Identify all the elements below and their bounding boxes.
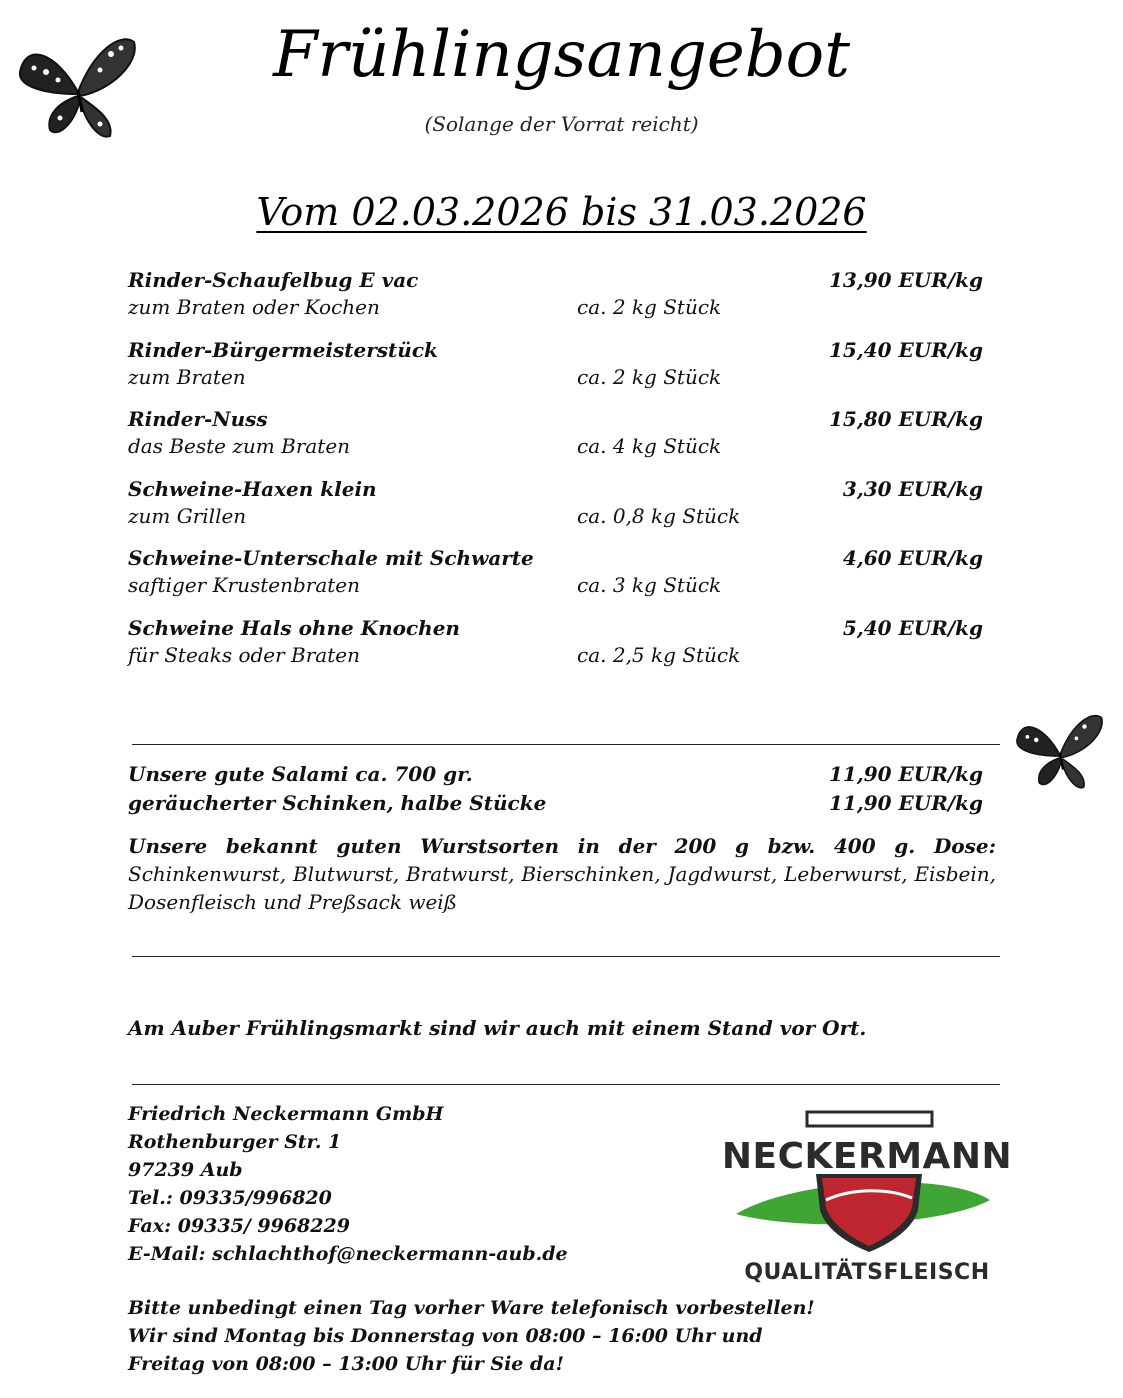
list-item [128, 477, 983, 547]
offer-size: ca. 2,5 kg Stück [577, 642, 741, 667]
offer-size: ca. 4 kg Stück [577, 434, 722, 458]
company-address [128, 1100, 568, 1268]
sausage-list: Schinkenwurst, Blutwurst, Bratwurst, Bierschinken, Jagdwurst, Leberwurst, Eisbein, Dosenfleisch und Preßsack weiß [128, 862, 996, 914]
logo-tagline: QUALITÄTSFLEISCH [744, 1260, 990, 1285]
offer-price: 13,90 EUR/kg [828, 268, 983, 292]
offer-price: 5,40 EUR/kg [842, 615, 983, 640]
divider [132, 956, 1000, 957]
extra-name: Unsere gute Salami ca. 700 gr. [128, 762, 473, 786]
brand-logo [712, 1108, 1022, 1288]
logo-wordmark: NECKERMANN [721, 1136, 1013, 1177]
offer-name: Schweine Hals ohne Knochen [128, 615, 460, 640]
offer-description: zum Braten oder Kochen [128, 295, 380, 319]
divider [132, 744, 1000, 745]
company-street: Rothenburger Str. 1 [128, 1131, 342, 1153]
offer-list [128, 268, 983, 685]
offer-name: Rinder-Schaufelbug E vac [128, 268, 419, 292]
offer-size: ca. 0,8 kg Stück [577, 503, 741, 528]
offer-name: Schweine-Unterschale mit Schwarte [128, 546, 534, 570]
extra-list [128, 762, 983, 820]
company-fax: Fax: 09335/ 9968229 [128, 1215, 350, 1237]
offer-description: für Steaks oder Braten [128, 642, 360, 667]
list-item [128, 616, 983, 686]
note-line: Bitte unbedingt einen Tag vorher Ware telefonisch vorbestellen! [128, 1297, 815, 1319]
offer-period-text: Vom 02.03.2026 bis 31.03.2026 [256, 190, 867, 234]
list-item [128, 546, 983, 616]
subtitle: (Solange der Vorrat reicht) [424, 112, 699, 136]
offer-price: 3,30 EUR/kg [842, 476, 983, 501]
extra-name: geräucherter Schinken, halbe Stücke [128, 791, 547, 815]
divider [132, 1084, 1000, 1085]
list-item [128, 407, 983, 477]
offer-name: Rinder-Bürgermeisterstück [128, 337, 438, 362]
offer-name: Schweine-Haxen klein [128, 476, 377, 501]
list-item [128, 791, 983, 820]
market-note: Am Auber Frühlingsmarkt sind wir auch mit einem Stand vor Ort. [128, 1016, 867, 1040]
offer-description: saftiger Krustenbraten [128, 573, 361, 597]
note-line: Freitag von 08:00 – 13:00 Uhr für Sie da! [128, 1353, 564, 1375]
sausage-lead: Unsere bekannt guten Wurstsorten in der 200 g bzw. 400 g. Dose: [128, 834, 996, 858]
offer-price: 4,60 EUR/kg [842, 546, 983, 570]
company-email: E-Mail: schlachthof@neckermann-aub.de [128, 1243, 568, 1265]
offer-size: ca. 2 kg Stück [577, 295, 722, 319]
note-line: Wir sind Montag bis Donnerstag von 08:00 – 16:00 Uhr und [128, 1325, 763, 1347]
list-item [128, 762, 983, 791]
offer-size: ca. 2 kg Stück [577, 364, 722, 389]
logo-shield-icon [712, 1108, 1022, 1258]
offer-name: Rinder-Nuss [128, 407, 268, 431]
list-item [128, 268, 983, 338]
sausage-paragraph [128, 832, 996, 916]
offer-period [0, 190, 1123, 234]
company-city: 97239 Aub [128, 1159, 243, 1181]
butterfly-icon [1014, 708, 1106, 794]
order-notes [128, 1294, 815, 1378]
offer-description: zum Braten [128, 364, 246, 389]
page-title: Frühlingsangebot [273, 18, 850, 92]
offer-price: 15,80 EUR/kg [828, 407, 983, 431]
offer-size: ca. 3 kg Stück [577, 573, 722, 597]
list-item [128, 338, 983, 408]
offer-description: zum Grillen [128, 503, 247, 528]
offer-description: das Beste zum Braten [128, 434, 351, 458]
extra-price: 11,90 EUR/kg [828, 762, 983, 786]
company-name: Friedrich Neckermann GmbH [128, 1103, 444, 1125]
extra-price: 11,90 EUR/kg [828, 791, 983, 815]
offer-price: 15,40 EUR/kg [828, 337, 983, 362]
company-phone: Tel.: 09335/996820 [128, 1187, 332, 1209]
